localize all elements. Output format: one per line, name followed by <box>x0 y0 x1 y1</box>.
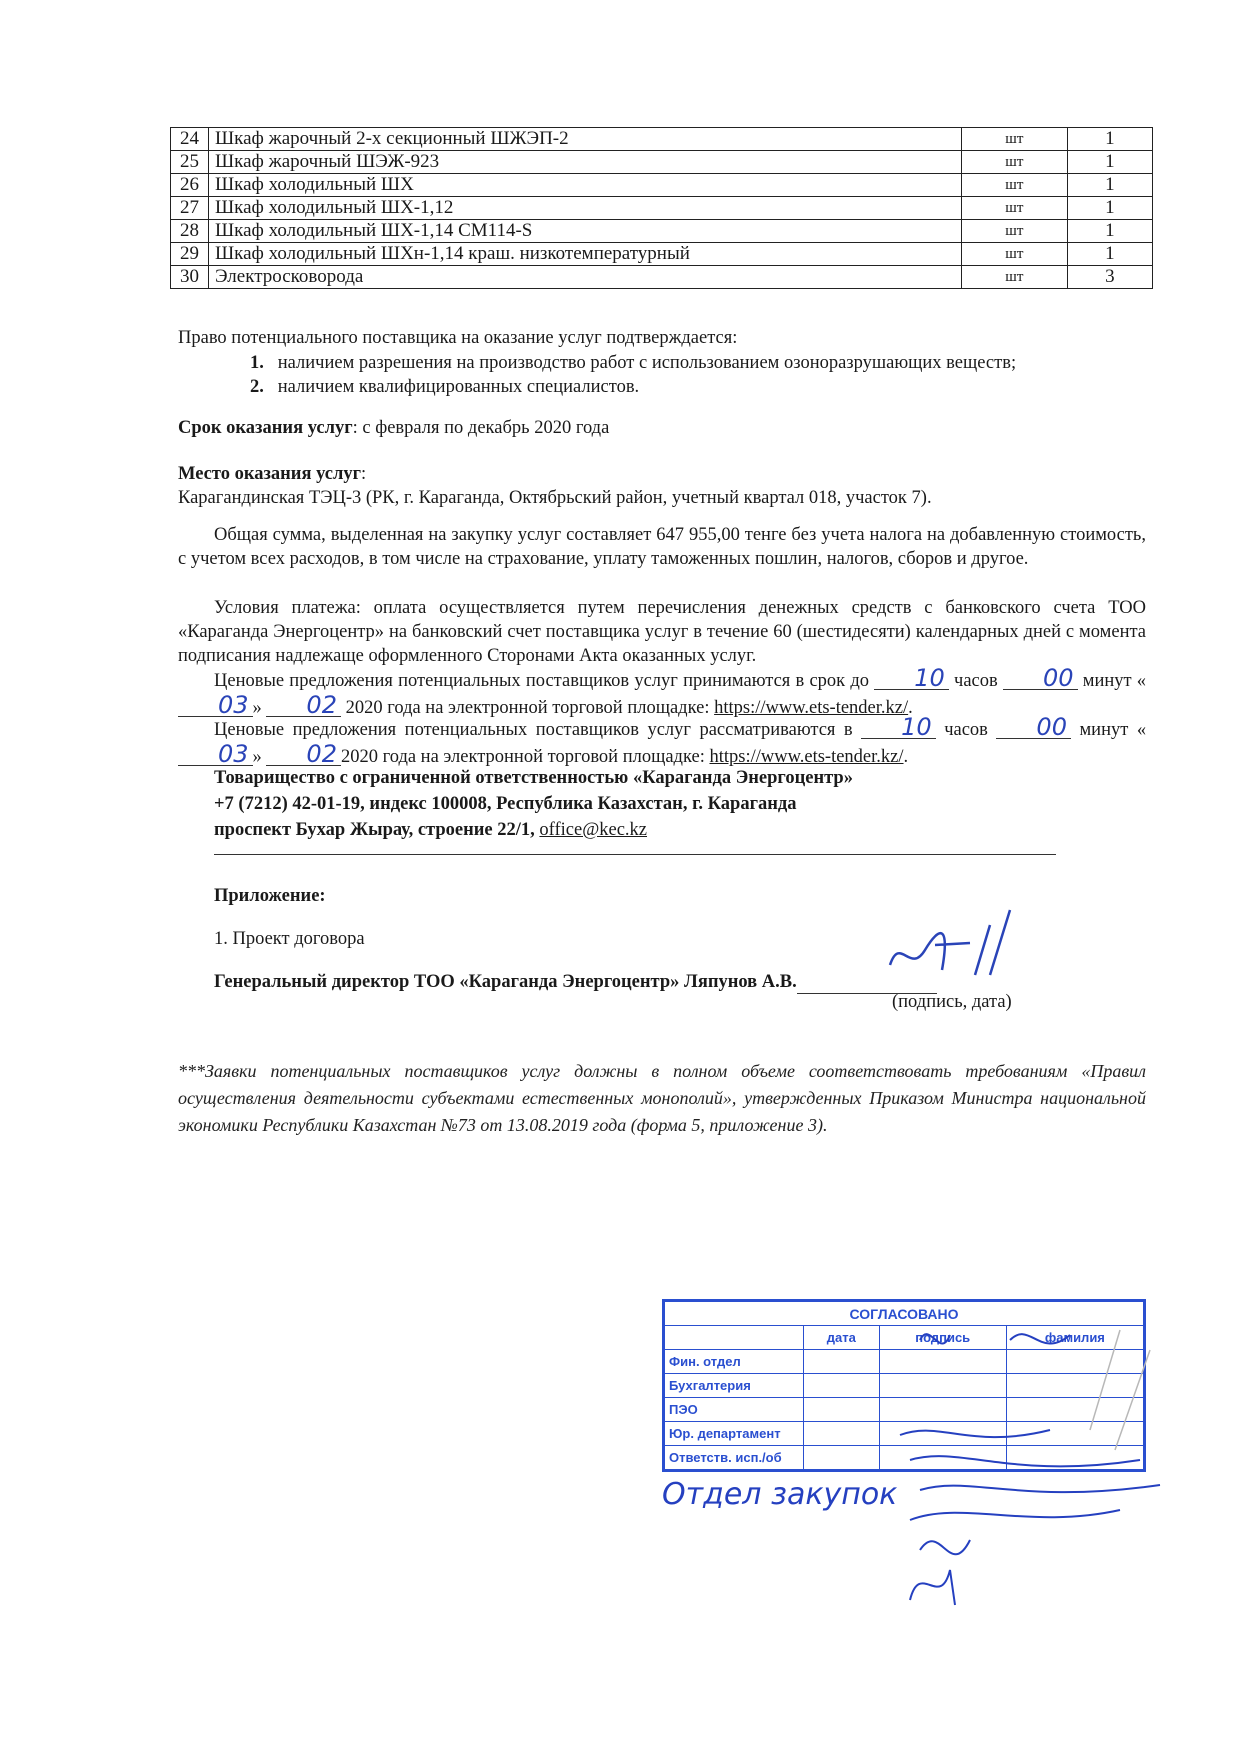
item-unit: шт <box>961 151 1067 174</box>
handwritten-day: 03 <box>178 694 253 717</box>
handwritten-day: 03 <box>178 743 253 766</box>
stamp-cell <box>804 1350 880 1374</box>
row-number: 27 <box>171 197 209 220</box>
handwritten-minute: 00 <box>1003 667 1078 690</box>
company-contacts: +7 (7212) 42-01-19, индекс 100008, Республика Казахстан, г. Караганда <box>214 794 797 814</box>
item-unit: шт <box>961 266 1067 289</box>
item-quantity: 1 <box>1067 197 1152 220</box>
appendix-title: Приложение: <box>214 886 326 906</box>
table-row <box>171 151 1153 174</box>
stamp-cell <box>804 1398 880 1422</box>
item-name: Шкаф холодильный ШХ-1,14 СМ114-S <box>209 220 962 243</box>
item-unit: шт <box>961 243 1067 266</box>
items-table <box>170 127 1153 289</box>
review-deadline-paragraph: Ценовые предложения потенциальных поставщиков услуг рассматриваются в 10 часов 00 минут «03 » 02 2020 года на электронной торговой площадке: https://www.ets-tender.kz/. <box>178 716 1146 770</box>
item-quantity: 3 <box>1067 266 1152 289</box>
item-name: Шкаф холодильный ШХн-1,14 краш. низкотемпературный <box>209 243 962 266</box>
service-place-value: Карагандинская ТЭЦ-3 (РК, г. Караганда, Октябрьский район, учетный квартал 018, участок 7). <box>178 488 932 508</box>
director-signature-line: Генеральный директор ТОО «Караганда Энергоцентр» Ляпунов А.В. <box>214 970 937 994</box>
stamp-col-name: фамилия <box>1006 1326 1143 1350</box>
handwritten-department: Отдел закупок <box>662 1477 898 1512</box>
company-address: проспект Бухар Жырау, строение 22/1, office@kec.kz <box>214 820 648 840</box>
rights-item-number: 1. <box>250 353 264 373</box>
table-row <box>171 174 1153 197</box>
item-unit: шт <box>961 174 1067 197</box>
rights-item-text: наличием разрешения на производство работ с использованием озоноразрушающих веществ; <box>277 353 1017 373</box>
item-name: Шкаф холодильный ШХ-1,12 <box>209 197 962 220</box>
stamp-cell <box>804 1374 880 1398</box>
stamp-row-label: ПЭО <box>665 1398 804 1422</box>
handwritten-month: 02 <box>266 743 341 766</box>
ets-tender-link[interactable]: https://www.ets-tender.kz/ <box>714 698 909 718</box>
item-unit: шт <box>961 220 1067 243</box>
table-row <box>171 266 1153 289</box>
table-row <box>171 197 1153 220</box>
table-row <box>171 128 1153 151</box>
acceptance-deadline-paragraph: Ценовые предложения потенциальных поставщиков услуг принимаются в срок до 10 часов 00 минут «03 » 02 2020 года на электронной торговой площадке: https://www.ets-tender.kz/. <box>178 667 1146 721</box>
item-name: Шкаф жарочный 2-х секционный ШЖЭП-2 <box>209 128 962 151</box>
rights-item <box>250 351 1016 375</box>
payment-terms-paragraph: Условия платежа: оплата осуществляется путем перечисления денежных средств с банковского счета ТОО «Караганда Энергоцентр» на банковский счет поставщика услуг в течение 60 (шестидесяти) календарных дней с момента подписания надлежаще оформленного Сторонами Акта оказанных услуг. <box>178 598 1146 666</box>
rights-item-text: наличием квалифицированных специалистов. <box>277 377 640 397</box>
item-name: Шкаф холодильный ШХ <box>209 174 962 197</box>
stamp-row-label: Бухгалтерия <box>665 1374 804 1398</box>
footnote: ***Заявки потенциальных поставщиков услуг должны в полном объеме соответствовать требованиям «Правил осуществления деятельности субъектами естественных монополий», утвержденных Приказом Министра национальной экономики Республики Казахстан №73 от 13.08.2019 года (форма 5, приложение 3). <box>178 1061 1146 1135</box>
service-term-label: Срок оказания услуг <box>178 418 353 438</box>
handwritten-hour: 10 <box>874 667 949 690</box>
stamp-title: СОГЛАСОВАНО <box>665 1302 1144 1326</box>
row-number: 25 <box>171 151 209 174</box>
row-number: 26 <box>171 174 209 197</box>
signature-caption: (подпись, дата) <box>892 992 1012 1012</box>
appendix-item: 1. Проект договора <box>214 929 365 949</box>
stamp-cell <box>804 1446 880 1470</box>
item-quantity: 1 <box>1067 243 1152 266</box>
item-unit: шт <box>961 128 1067 151</box>
stamp-row-label: Ответств. исп./об <box>665 1446 804 1470</box>
handwritten-hour: 10 <box>861 716 936 739</box>
service-term-value: : с февраля по декабрь 2020 года <box>352 418 610 438</box>
ets-tender-link[interactable]: https://www.ets-tender.kz/ <box>709 747 904 767</box>
stamp-handwritten-signatures <box>880 1310 1180 1610</box>
stamp-cell <box>804 1422 880 1446</box>
table-row <box>171 243 1153 266</box>
director-signature-scrawl <box>880 905 1020 995</box>
rights-intro: Право потенциального поставщика на оказание услуг подтверждается: <box>178 328 738 348</box>
item-quantity: 1 <box>1067 174 1152 197</box>
row-number: 28 <box>171 220 209 243</box>
rights-item <box>250 375 639 399</box>
stamp-col-sign: подпись <box>879 1326 1006 1350</box>
handwritten-month: 02 <box>266 694 341 717</box>
item-name: Шкаф жарочный ШЭЖ-923 <box>209 151 962 174</box>
handwritten-minute: 00 <box>996 716 1071 739</box>
stamp-row-label: Юр. департамент <box>665 1422 804 1446</box>
rights-item-number: 2. <box>250 377 264 397</box>
item-quantity: 1 <box>1067 220 1152 243</box>
company-name: Товарищество с ограниченной ответственностью «Караганда Энергоцентр» <box>214 768 853 788</box>
stamp-row-label: Фин. отдел <box>665 1350 804 1374</box>
row-number: 30 <box>171 266 209 289</box>
item-quantity: 1 <box>1067 128 1152 151</box>
row-number: 24 <box>171 128 209 151</box>
service-place-label: Место оказания услуг: <box>178 464 367 484</box>
service-term <box>178 416 609 440</box>
item-unit: шт <box>961 197 1067 220</box>
row-number: 29 <box>171 243 209 266</box>
item-quantity: 1 <box>1067 151 1152 174</box>
divider-line <box>214 854 1056 855</box>
total-sum-paragraph: Общая сумма, выделенная на закупку услуг составляет 647 955,00 тенге без учета налога на добавленную стоимость, с учетом всех расходов, в том числе на страхование, уплату таможенных пошлин, налогов, сборов и другое. <box>178 525 1146 569</box>
table-row <box>171 220 1153 243</box>
stamp-col-date: дата <box>804 1326 880 1350</box>
item-name: Электросковорода <box>209 266 962 289</box>
company-email-link[interactable]: office@kec.kz <box>539 820 648 840</box>
